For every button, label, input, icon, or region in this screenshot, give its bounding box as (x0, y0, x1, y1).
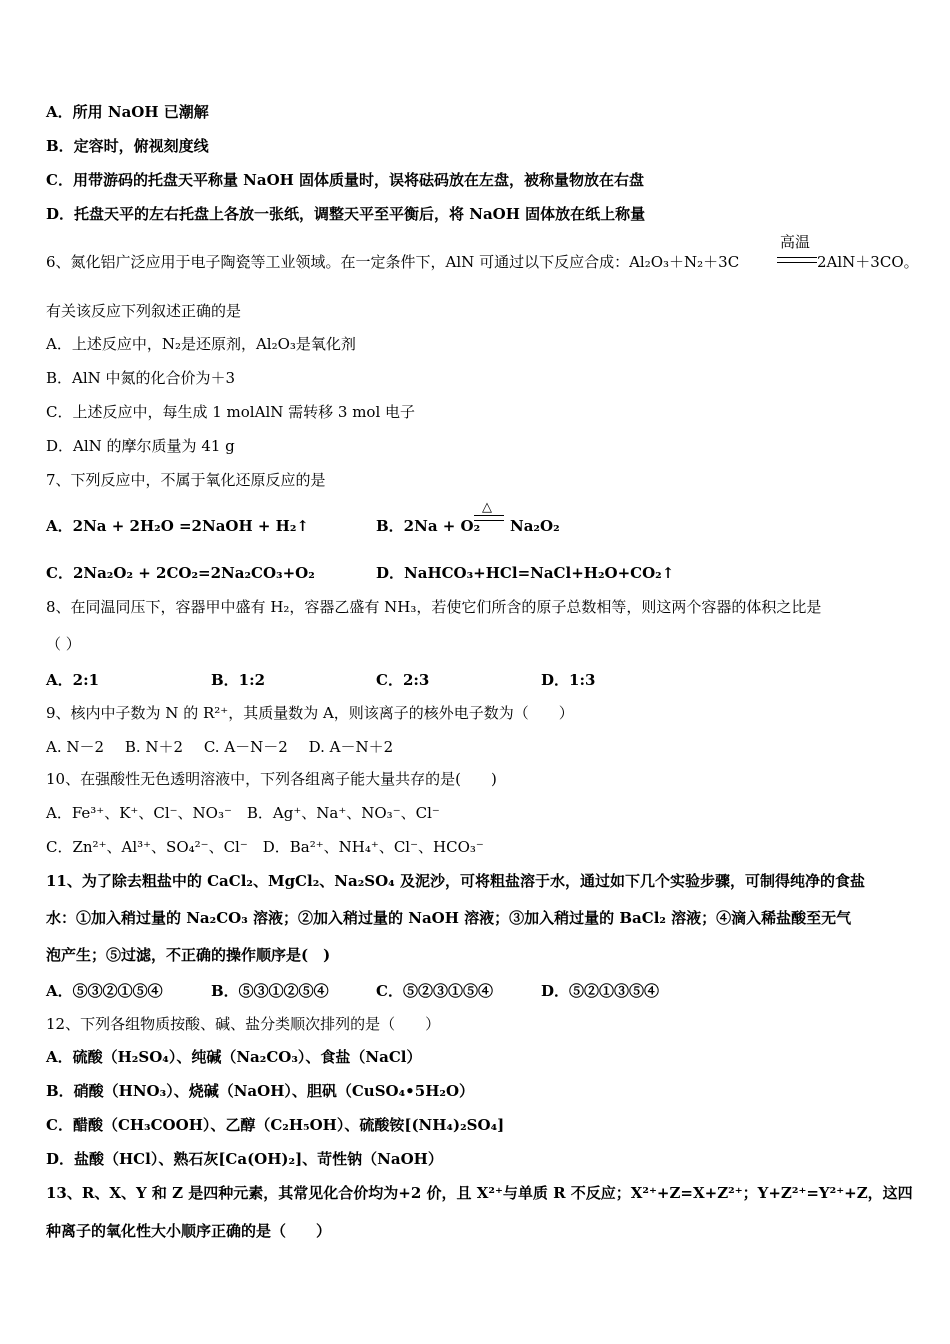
q5-option-a: A．所用 NaOH 已潮解 (46, 103, 209, 121)
q6-condition: 高温 (780, 233, 811, 251)
q12-stem: 12、下列各组物质按酸、碱、盐分类顺次排列的是（ ） (46, 1015, 441, 1033)
q8-option-b: B．1:2 (211, 671, 266, 689)
q8-option-c: C．2:3 (376, 671, 430, 689)
q11-option-a: A．⑤③②①⑤④ (46, 982, 163, 1000)
q7-heat-icon: △ (482, 500, 492, 515)
q11-option-c: C．⑤②③①⑤④ (376, 982, 493, 1000)
q5-option-b: B．定容时，俯视刻度线 (46, 137, 209, 155)
q5-option-c: C．用带游码的托盘天平称量 NaOH 固体质量时，误将砝码放在左盘，被称量物放在右盘 (46, 171, 645, 189)
q9-option-d: D. A－N＋2 (308, 738, 394, 756)
q10-stem: 10、在强酸性无色透明溶液中，下列各组离子能大量共存的是( ) (46, 770, 497, 788)
q8-stem: 8、在同温同压下，容器甲中盛有 H₂，容器乙盛有 NH₃，若使它们所含的原子总数相等，则这两个容器的体积之比是 (46, 598, 822, 616)
q6-option-d: D．AlN 的摩尔质量为 41 g (46, 437, 235, 455)
q8-stem-paren: （ ） (46, 635, 81, 653)
q12-option-a: A．硫酸（H₂SO₄）、纯碱（Na₂CO₃）、食盐（NaCl） (46, 1048, 422, 1066)
q6-stem-c: 有关该反应下列叙述正确的是 (46, 302, 242, 320)
q11-option-b: B．⑤③①②⑤④ (211, 982, 329, 1000)
q6-stem-b: 2AlN＋3CO。 (817, 253, 919, 271)
q7-stem: 7、下列反应中，不属于氧化还原反应的是 (46, 471, 326, 489)
q6-stem-a: 6、氮化铝广泛应用于电子陶瓷等工业领域。在一定条件下，AlN 可通过以下反应合成：Al₂O₃＋N₂＋3C (46, 253, 740, 271)
q11-line2: 水：①加入稍过量的 Na₂CO₃ 溶液；②加入稍过量的 NaOH 溶液；③加入稍过量的 BaCl₂ 溶液；④滴入稀盐酸至无气 (46, 909, 852, 927)
q10-options-ab: A．Fe³⁺、K⁺、Cl⁻、NO₃⁻ B．Ag⁺、Na⁺、NO₃⁻、Cl⁻ (46, 804, 440, 822)
q7-option-d: D．NaHCO₃+HCl=NaCl+H₂O+CO₂↑ (376, 564, 675, 582)
q9-option-c: C. A－N－2 (203, 738, 288, 756)
q6-option-b: B．AlN 中氮的化合价为＋3 (46, 369, 236, 387)
q11-line1: 11、为了除去粗盐中的 CaCl₂、MgCl₂、Na₂SO₄ 及泥沙，可将粗盐溶于水，通过如下几个实验步骤，可制得纯净的食盐 (46, 872, 865, 890)
q7-option-b-right: Na₂O₂ (510, 517, 560, 535)
q7-option-b-left: B．2Na + O₂ (376, 517, 481, 535)
q12-option-c: C．醋酸（CH₃COOH）、乙醇（C₂H₅OH）、硫酸铵[(NH₄)₂SO₄] (46, 1116, 505, 1134)
q7-option-c: C．2Na₂O₂ + 2CO₂=2Na₂CO₃+O₂ (46, 564, 315, 582)
q7-equation-arrow (474, 515, 504, 521)
q9-options (46, 737, 409, 757)
q8-option-a: A．2:1 (46, 671, 100, 689)
q12-option-b: B．硝酸（HNO₃）、烧碱（NaOH）、胆矾（CuSO₄•5H₂O） (46, 1082, 475, 1100)
q13-line2: 种离子的氧化性大小顺序正确的是（ ） (46, 1222, 332, 1240)
q9-option-a: A. N－2 (46, 738, 105, 756)
q9-option-b: B. N＋2 (124, 738, 184, 756)
q13-line1: 13、R、X、Y 和 Z 是四种元素，其常见化合价均为+2 价，且 X²⁺与单质 R 不反应；X²⁺+Z=X+Z²⁺；Y+Z²⁺=Y²⁺+Z，这四 (46, 1184, 913, 1202)
q11-line3: 泡产生；⑤过滤，不正确的操作顺序是( ) (46, 946, 331, 964)
q11-option-d: D．⑤②①③⑤④ (541, 982, 660, 1000)
q6-equation-arrow (777, 257, 817, 263)
q8-option-d: D．1:3 (541, 671, 596, 689)
q6-option-c: C．上述反应中，每生成 1 molAlN 需转移 3 mol 电子 (46, 403, 416, 421)
q12-option-d: D．盐酸（HCl）、熟石灰[Ca(OH)₂]、苛性钠（NaOH） (46, 1150, 443, 1168)
q6-option-a: A．上述反应中，N₂是还原剂，Al₂O₃是氧化剂 (46, 335, 356, 353)
q5-option-d: D．托盘天平的左右托盘上各放一张纸，调整天平至平衡后，将 NaOH 固体放在纸上称量 (46, 205, 646, 223)
q9-stem: 9、核内中子数为 N 的 R²⁺，其质量数为 A，则该离子的核外电子数为（ ） (46, 704, 574, 722)
q10-options-cd: C．Zn²⁺、Al³⁺、SO₄²⁻、Cl⁻ D．Ba²⁺、NH₄⁺、Cl⁻、HCO₃⁻ (46, 838, 484, 856)
q7-option-a: A．2Na + 2H₂O =2NaOH + H₂↑ (46, 517, 309, 535)
